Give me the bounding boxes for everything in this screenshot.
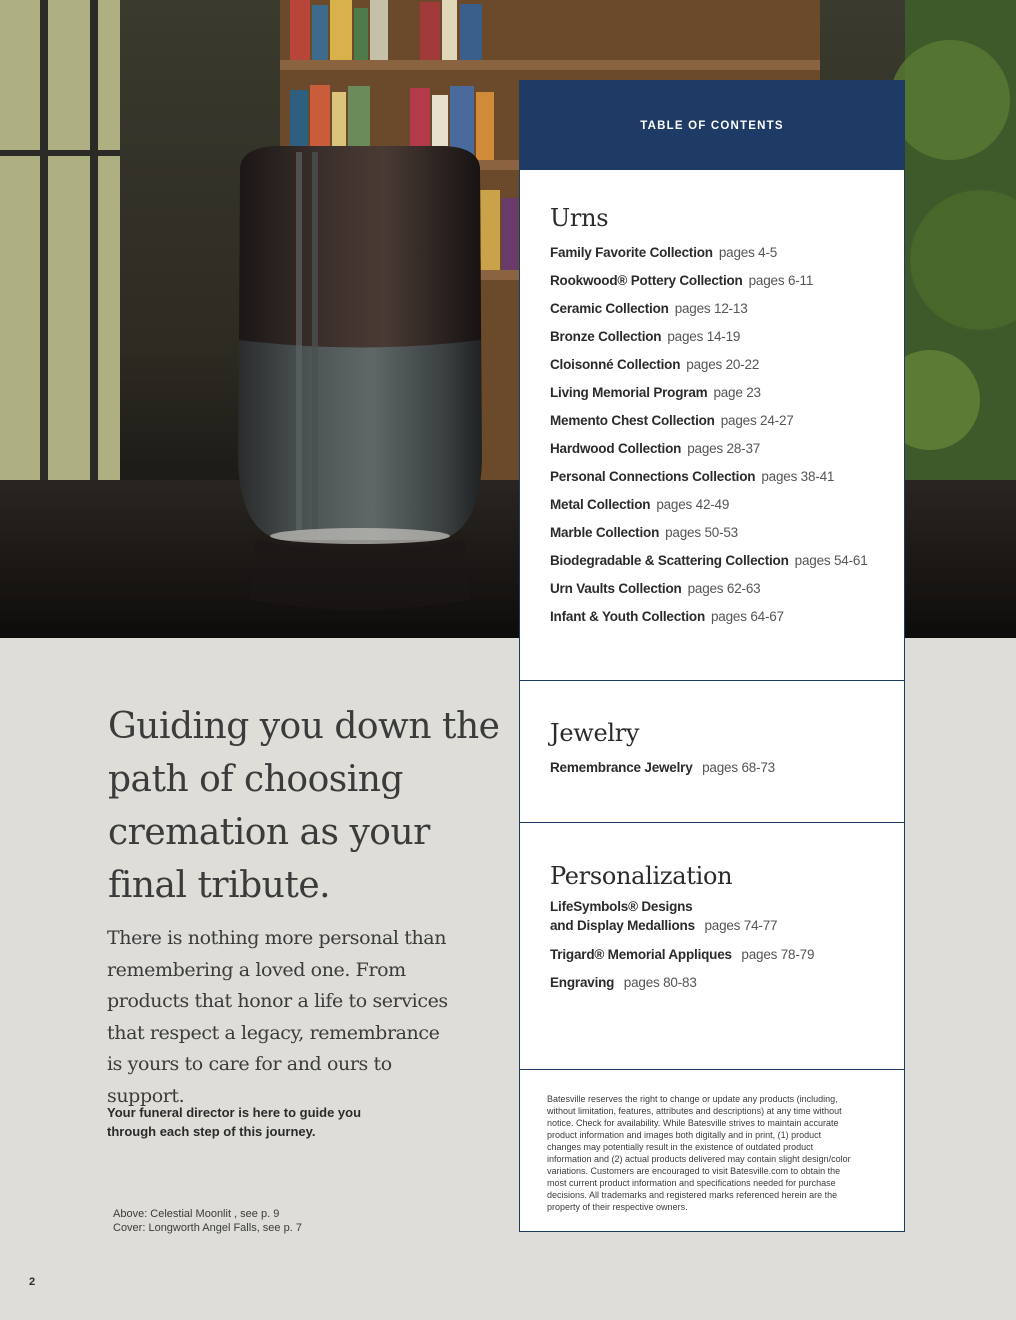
toc-item-pages: pages 50-53: [665, 525, 738, 540]
toc-item-pages: pages 12-13: [674, 301, 748, 316]
caption-cover: Cover: Longworth Angel Falls, see p. 7: [113, 1222, 302, 1234]
toc-divider: [520, 822, 904, 823]
photo-captions: [113, 1207, 302, 1235]
toc-item-pages: pages 80-83: [623, 975, 697, 990]
toc-item-name: Engraving: [550, 975, 615, 990]
toc-item-name: Ceramic Collection: [550, 301, 669, 316]
toc-item[interactable]: [550, 463, 904, 491]
toc-item[interactable]: [550, 323, 904, 351]
toc-item-name: Trigard® Memorial Appliques: [550, 947, 732, 962]
toc-item-pages: pages 62-63: [687, 581, 761, 596]
toc-item[interactable]: [550, 575, 904, 603]
toc-item[interactable]: [550, 351, 904, 379]
toc-item[interactable]: [550, 435, 904, 463]
toc-item-name: Biodegradable & Scattering Collection: [550, 553, 789, 568]
page-number: 2: [29, 1276, 36, 1288]
toc-item[interactable]: [550, 969, 904, 997]
toc-item-pages: pages 38-41: [761, 469, 835, 484]
toc-item-pages: pages 54-61: [794, 553, 868, 568]
toc-item-name-line1: LifeSymbols® Designs: [550, 899, 693, 914]
toc-header: TABLE OF CONTENTS: [520, 81, 904, 170]
toc-item-name: Memento Chest Collection: [550, 413, 715, 428]
toc-item-name: Remembrance Jewelry: [550, 760, 693, 775]
toc-item-pages: pages 42-49: [656, 497, 730, 512]
toc-item-pages: pages 68-73: [702, 760, 775, 775]
toc-section-urns: [520, 204, 904, 631]
table-of-contents: [519, 80, 905, 1232]
toc-item-pages: page 23: [713, 385, 761, 400]
toc-item[interactable]: [550, 941, 904, 969]
toc-item-name: Cloisonné Collection: [550, 357, 681, 372]
toc-item[interactable]: [550, 519, 904, 547]
toc-item-pages: pages 24-27: [720, 413, 794, 428]
toc-item-name: Metal Collection: [550, 497, 651, 512]
legal-disclaimer: Batesville reserves the right to change or update any products (including, without limitation, features, attributes and descriptions) at any time without notice. Check for availability. While Batesville strives to maintain accurate product information and images both digitally and in print, (1) product changes may potentially result in the existence of outdated product information and (2) actual products delivered may contain slight design/color variations. Customers are encouraged to visit Batesville.com to obtain the most current product information and specifications needed for purchase decisions. All trademarks and registered marks referenced herein are the property of their respective owners.: [547, 1094, 851, 1212]
toc-item-pages: pages 20-22: [686, 357, 760, 372]
toc-item[interactable]: [550, 897, 904, 935]
toc-item-name: Living Memorial Program: [550, 385, 708, 400]
funeral-director-note: Your funeral director is here to guide you through each step of this journey.: [107, 1105, 362, 1139]
toc-item[interactable]: [550, 379, 904, 407]
section-title-jewelry: Jewelry: [550, 719, 640, 747]
toc-section-jewelry: [520, 719, 904, 782]
toc-item[interactable]: [550, 603, 904, 631]
toc-item-name: Infant & Youth Collection: [550, 609, 705, 624]
intro-paragraph: There is nothing more personal than remembering a loved one. From products that honor a life to services that respect a legacy, remembrance is yours to care for and ours to support.: [107, 927, 448, 1107]
toc-item-pages: pages 28-37: [687, 441, 761, 456]
toc-item-pages: pages 6-11: [748, 273, 814, 288]
headline: Guiding you down the path of choosing cremation as your final tribute.: [108, 706, 500, 906]
toc-item-name: Hardwood Collection: [550, 441, 682, 456]
section-title-personalization: Personalization: [550, 862, 733, 890]
toc-item-name: Family Favorite Collection: [550, 245, 713, 260]
toc-item-pages: pages 4-5: [718, 245, 778, 260]
toc-item-name: Marble Collection: [550, 525, 660, 540]
toc-item[interactable]: [550, 491, 904, 519]
toc-item[interactable]: [550, 267, 904, 295]
toc-item-pages: pages 74-77: [704, 918, 778, 933]
toc-item-name: Bronze Collection: [550, 329, 662, 344]
toc-item-name: Urn Vaults Collection: [550, 581, 682, 596]
toc-item-name: Personal Connections Collection: [550, 469, 756, 484]
toc-item-pages: pages 14-19: [667, 329, 741, 344]
toc-item-name: Rookwood® Pottery Collection: [550, 273, 743, 288]
toc-item-pages: pages 78-79: [741, 947, 815, 962]
section-title-urns: Urns: [550, 204, 609, 232]
toc-item-pages: pages 64-67: [711, 609, 784, 624]
toc-item[interactable]: [550, 754, 904, 782]
toc-item[interactable]: [550, 295, 904, 323]
toc-divider: [520, 680, 904, 681]
caption-above: Above: Celestial Moonlit , see p. 9: [113, 1208, 280, 1220]
toc-item[interactable]: [550, 407, 904, 435]
toc-section-personalization: [520, 862, 904, 997]
toc-divider: [520, 1069, 904, 1070]
toc-item[interactable]: [550, 239, 904, 267]
toc-item-name-line2: and Display Medallions: [550, 918, 695, 933]
toc-item[interactable]: [550, 547, 904, 575]
toc-item-name: [550, 897, 695, 935]
